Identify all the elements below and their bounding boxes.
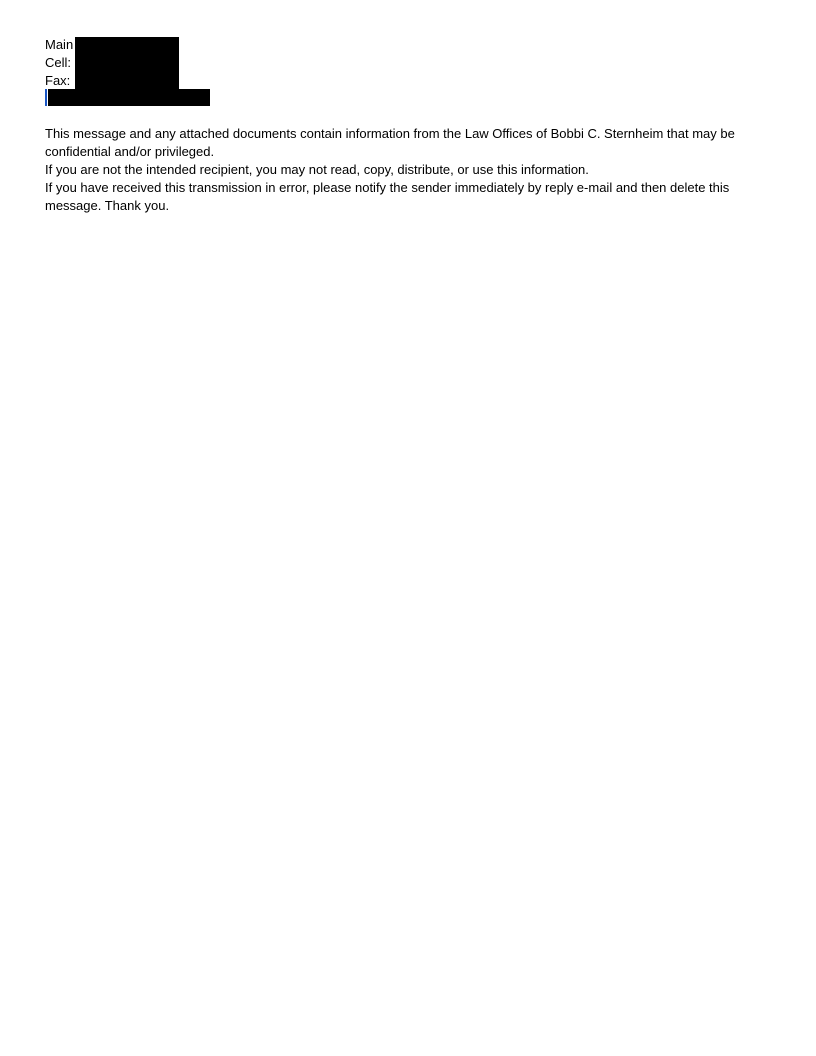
- cell-phone-label: Cell:: [45, 55, 72, 70]
- confidentiality-disclaimer: [45, 125, 769, 215]
- fax-label: Fax:: [45, 73, 71, 88]
- redaction-box-email: [48, 89, 210, 106]
- disclaimer-paragraph-not-recipient: If you are not the intended recipient, you may not read, copy, distribute, or use this information.: [45, 162, 589, 177]
- redaction-box-phone-numbers: [75, 37, 179, 91]
- disclaimer-paragraph-received-in-error: If you have received this transmission in error, please notify the sender immediately by reply e-mail and then delete this message. Thank you.: [45, 180, 730, 213]
- main-phone-label: Main: [45, 37, 74, 52]
- disclaimer-paragraph-confidential: This message and any attached documents contain information from the Law Offices of Bobbi C. Sternheim that may be confidential and/or privileged.: [45, 126, 735, 159]
